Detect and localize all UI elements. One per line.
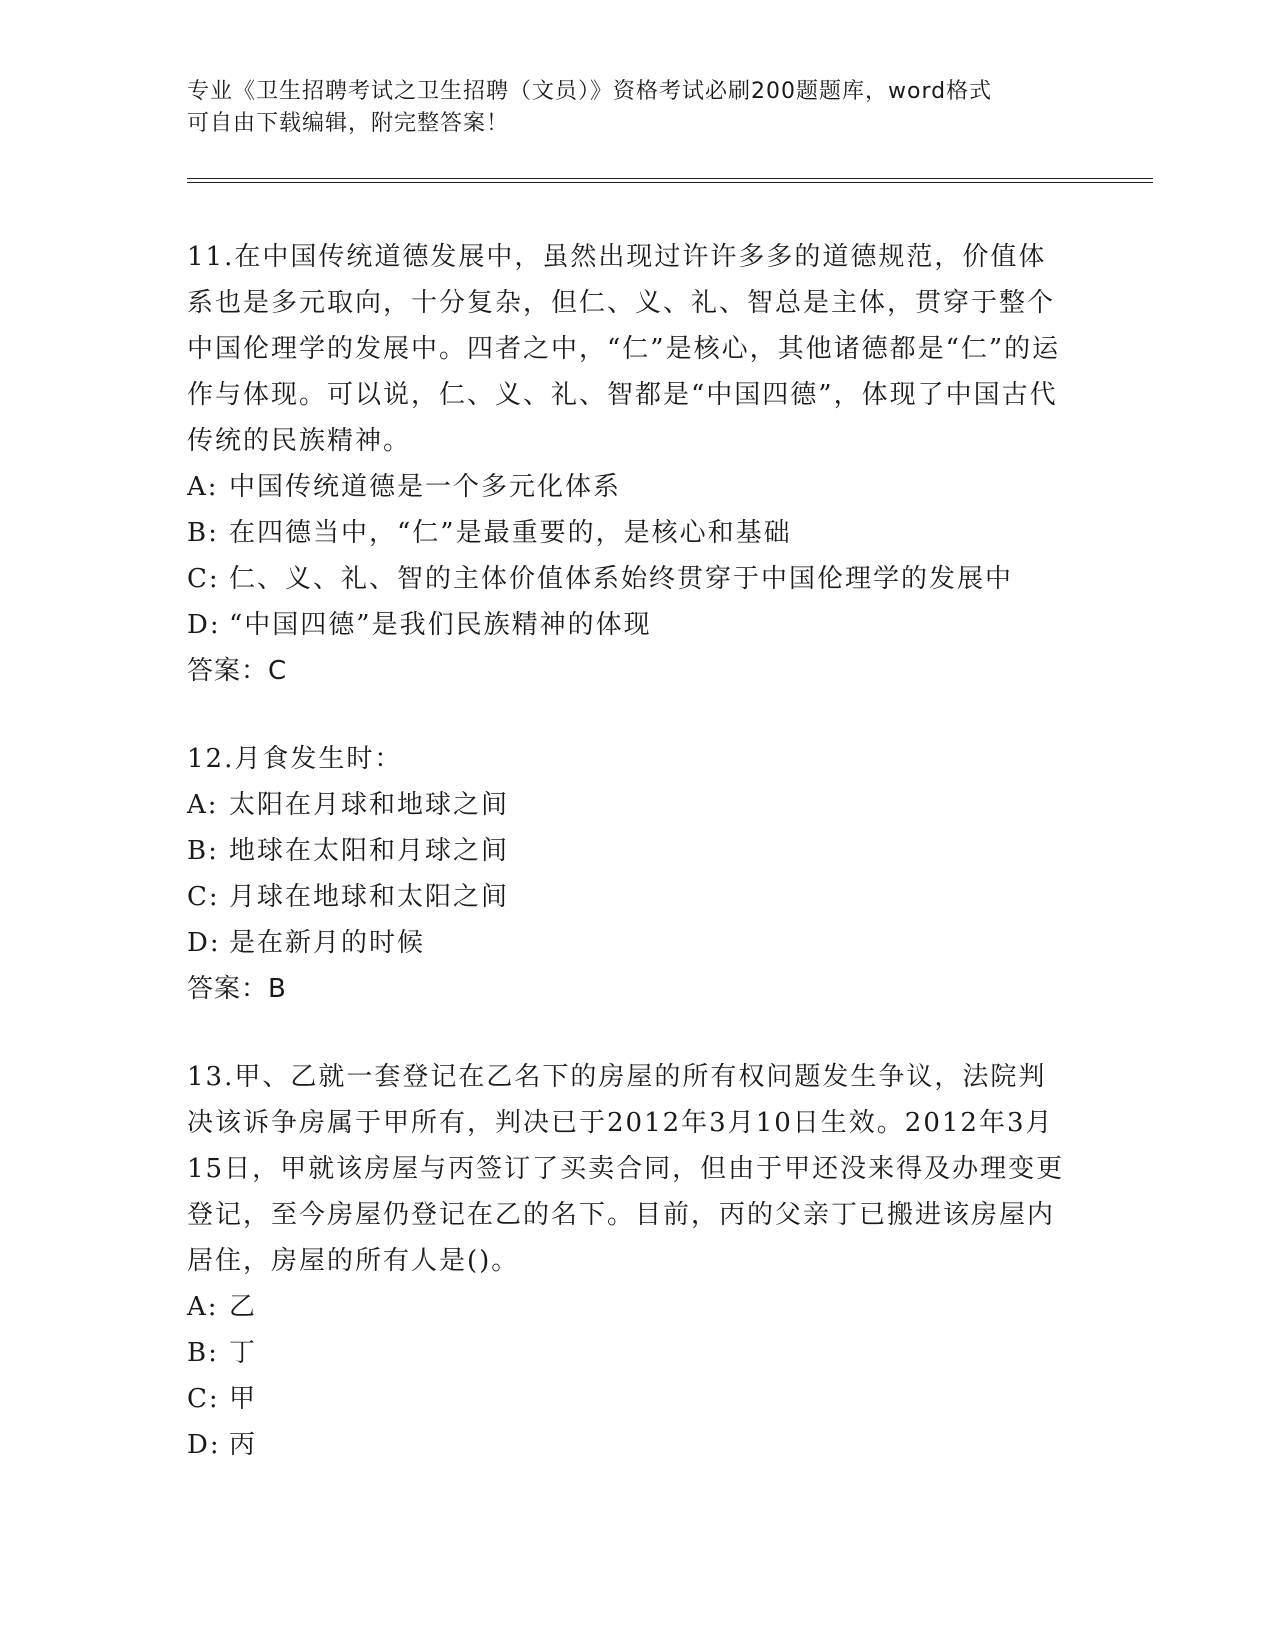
option-text: 甲 (229, 1384, 258, 1414)
answer-line: 答案：B (187, 974, 287, 1004)
option-key: D: (187, 1430, 221, 1460)
answer-line: 答案：C (187, 656, 288, 686)
option-key: A: (187, 1292, 219, 1322)
option-a (187, 782, 1087, 828)
header-divider-bottom (187, 182, 1153, 183)
option-text: 在四德当中，“仁”是最重要的，是核心和基础 (229, 518, 792, 548)
header-divider-top (187, 178, 1153, 179)
option-key: B: (187, 836, 219, 866)
option-text: 仁、义、礼、智的主体价值体系始终贯穿于中国伦理学的发展中 (229, 564, 1014, 594)
option-key: C: (187, 882, 220, 912)
option-a (187, 1284, 1087, 1330)
question-12 (187, 736, 1087, 1012)
option-key: A: (187, 790, 219, 820)
header-line-2: 可自由下载编辑，附完整答案！ (187, 111, 510, 136)
option-key: C: (187, 564, 220, 594)
option-text: 丁 (229, 1338, 258, 1368)
option-key: B: (187, 1338, 219, 1368)
option-key: D: (187, 610, 221, 640)
option-key: A: (187, 472, 219, 502)
header-line-1: 专业《卫生招聘考试之卫生招聘（文员）》资格考试必刷200题题库，word格式 (187, 79, 993, 104)
option-key: D: (187, 928, 221, 958)
document-header (187, 76, 1067, 140)
option-key: B: (187, 518, 219, 548)
question-list (187, 234, 1087, 1510)
option-c (187, 1376, 1087, 1422)
option-text: 丙 (229, 1430, 258, 1460)
option-b (187, 510, 1087, 556)
option-text: 月球在地球和太阳之间 (229, 882, 510, 912)
option-text: 太阳在月球和地球之间 (229, 790, 510, 820)
option-text: 地球在太阳和月球之间 (229, 836, 510, 866)
option-d (187, 1422, 1087, 1468)
option-a (187, 464, 1087, 510)
option-d (187, 920, 1087, 966)
option-text: “中国四德”是我们民族精神的体现 (229, 610, 652, 640)
question-stem: 11.在中国传统道德发展中，虽然出现过许许多多的道德规范，价值体系也是多元取向，十分复杂，但仁、义、礼、智总是主体，贯穿于整个中国伦理学的发展中。四者之中，“仁”是核心，其他诸德都是“仁”的运作与体现。可以说，仁、义、礼、智都是“中国四德”，体现了中国古代传统的民族精神。 (187, 242, 1061, 456)
option-c (187, 874, 1087, 920)
option-text: 乙 (229, 1292, 258, 1322)
question-13 (187, 1054, 1087, 1468)
option-d (187, 602, 1087, 648)
option-text: 中国传统道德是一个多元化体系 (229, 472, 622, 502)
question-11 (187, 234, 1087, 694)
option-c (187, 556, 1087, 602)
option-key: C: (187, 1384, 220, 1414)
question-stem: 13.甲、乙就一套登记在乙名下的房屋的所有权问题发生争议，法院判决该诉争房属于甲所有，判决已于2012年3月10日生效。2012年3月15日，甲就该房屋与丙签订了买卖合同，但由于甲还没来得及办理变更登记，至今房屋仍登记在乙的名下。目前，丙的父亲丁已搬进该房屋内居住，房屋的所有人是()。 (187, 1062, 1065, 1276)
option-b (187, 1330, 1087, 1376)
question-stem: 12.月食发生时： (187, 744, 403, 774)
option-text: 是在新月的时候 (229, 928, 426, 958)
option-b (187, 828, 1087, 874)
